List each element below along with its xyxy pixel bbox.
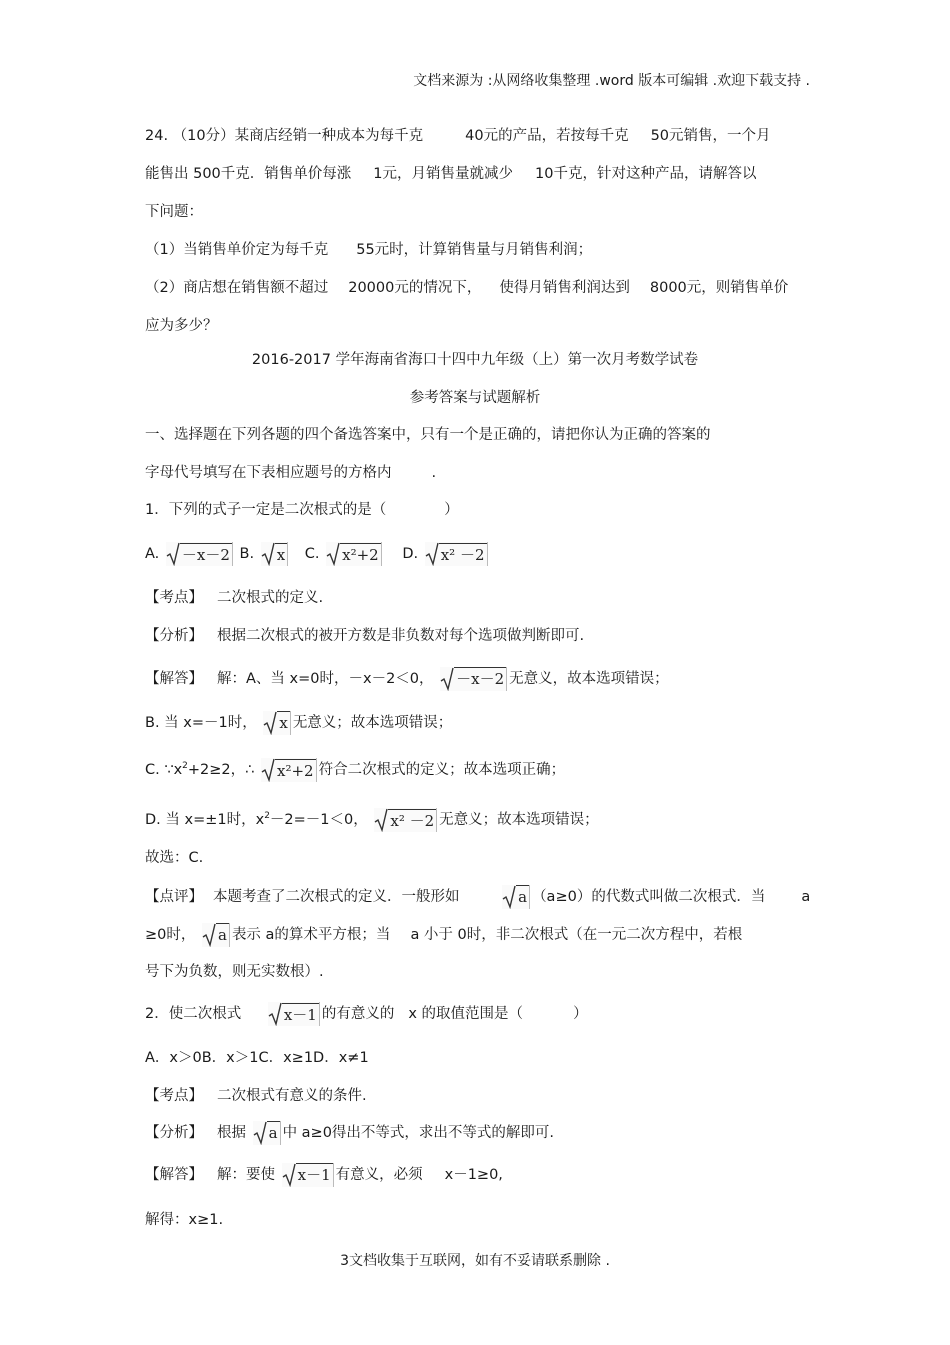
- section-1-line-1: 一、选择题在下列各题的四个备选答案中，只有一个是正确的，请把你认为正确的答案的: [145, 427, 711, 443]
- problem-1-b-line: B. 当 x=－1时， x 无意义；故本选项错误；: [145, 710, 452, 736]
- sqrt-a-3: a: [253, 1121, 281, 1145]
- sqrt-option-a: －x－2: [166, 542, 233, 566]
- problem-1-dianping-3: 号下为负数，则无实数根）.: [145, 964, 324, 980]
- sqrt-x2-plus-2: x²+2: [261, 758, 317, 782]
- problem-2-kaodian: 【考点】 二次根式有意义的条件.: [145, 1088, 367, 1104]
- problem-1-dianping-2: ≥0时， a 表示 a的算术平方根；当 a 小于 0时，非二次根式（在一元二次方程中，若根: [145, 922, 742, 948]
- problem-2-options: A．x＞0B．x＞1C．x≥1D．x≠1: [145, 1050, 369, 1066]
- q24-line-5: （2）商店想在销售额不超过 20000元的情况下， 使得月销售利润达到 8000元，则销售单价: [145, 280, 789, 296]
- q24-line-6: 应为多少？: [145, 318, 218, 334]
- answer-subtitle: 参考答案与试题解析: [409, 390, 541, 406]
- problem-1-c-line: C. $\because x^2+2\ge 2$，∴ x²+2 符合二次根式的定义；故本选项正确；: [145, 752, 565, 784]
- problem-1-kaodian: 【考点】 二次根式的定义.: [145, 590, 324, 606]
- section-1-line-2: 字母代号填写在下表相应题号的方格内 .: [145, 465, 437, 481]
- page-footer: 3文档收集于互联网，如有不妥请联系删除 .: [340, 1253, 610, 1269]
- problem-1-jieda: 【解答】 解：A、当 x=0时，－x－2＜0， －x－2 无意义，故本选项错误；: [145, 666, 669, 692]
- sqrt-x-minus-1: x－1: [268, 1002, 320, 1026]
- page-header: 文档来源为 :从网络收集整理 .word 版本可编辑 .欢迎下载支持 .: [413, 73, 810, 89]
- q24-line-3: 下问题：: [145, 204, 203, 220]
- q24-line-2: 能售出 500千克．销售单价每涨 1元，月销售量就减少 10千克，针对这种产品，请解答以: [145, 166, 757, 182]
- sqrt-option-c: x²+2: [326, 542, 382, 566]
- problem-1-d-line: D. 当 x=±1时，$x^2-2=-1<0$， x² －2 无意义；故本选项错误；: [145, 802, 599, 834]
- problem-1-options: A. －x－2 B. x C. x²+2 D. x² －2: [145, 540, 490, 568]
- problem-2-result: 解得：x≥1.: [145, 1212, 224, 1228]
- sqrt-neg-x-minus-2: －x－2: [440, 667, 507, 691]
- sqrt-x: x: [263, 711, 290, 735]
- problem-1-dianping-1: 【点评】 本题考查了二次根式的定义．一般形如 a （a≥0）的代数式叫做二次根式．当 a: [145, 884, 810, 910]
- q24-line-1: 24. （10分）某商店经销一种成本为每千克 40元的产品，若按每千克 50元销售，一个月: [145, 128, 771, 144]
- problem-1-fenxi: 【分析】 根据二次根式的被开方数是非负数对每个选项做判断即可.: [145, 628, 585, 644]
- q24-line-4: （1）当销售单价定为每千克 55元时，计算销售量与月销售利润；: [145, 242, 593, 258]
- problem-2-fenxi: 【分析】 根据 a 中 a≥0得出不等式，求出不等式的解即可.: [145, 1120, 554, 1146]
- sqrt-a: a: [502, 885, 530, 909]
- problem-2-question: 2．使二次根式 x－1 的有意义的 x 的取值范围是（ ）: [145, 1000, 588, 1028]
- sqrt-x-minus-1-2: x－1: [282, 1163, 334, 1187]
- problem-2-jieda: 【解答】 解：要使 x－1 有意义，必须 x－1≥0,: [145, 1162, 503, 1188]
- sqrt-x2-minus-2: x² －2: [374, 808, 437, 832]
- problem-1-question: 1．下列的式子一定是二次根式的是（ ）: [145, 502, 459, 518]
- sqrt-option-b: x: [261, 542, 288, 566]
- sqrt-a-2: a: [202, 923, 230, 947]
- exam-title: 2016-2017 学年海南省海口十四中九年级（上）第一次月考数学试卷: [251, 352, 699, 368]
- sqrt-option-d: x² －2: [425, 542, 488, 566]
- problem-1-answer: 故选：C.: [145, 850, 204, 866]
